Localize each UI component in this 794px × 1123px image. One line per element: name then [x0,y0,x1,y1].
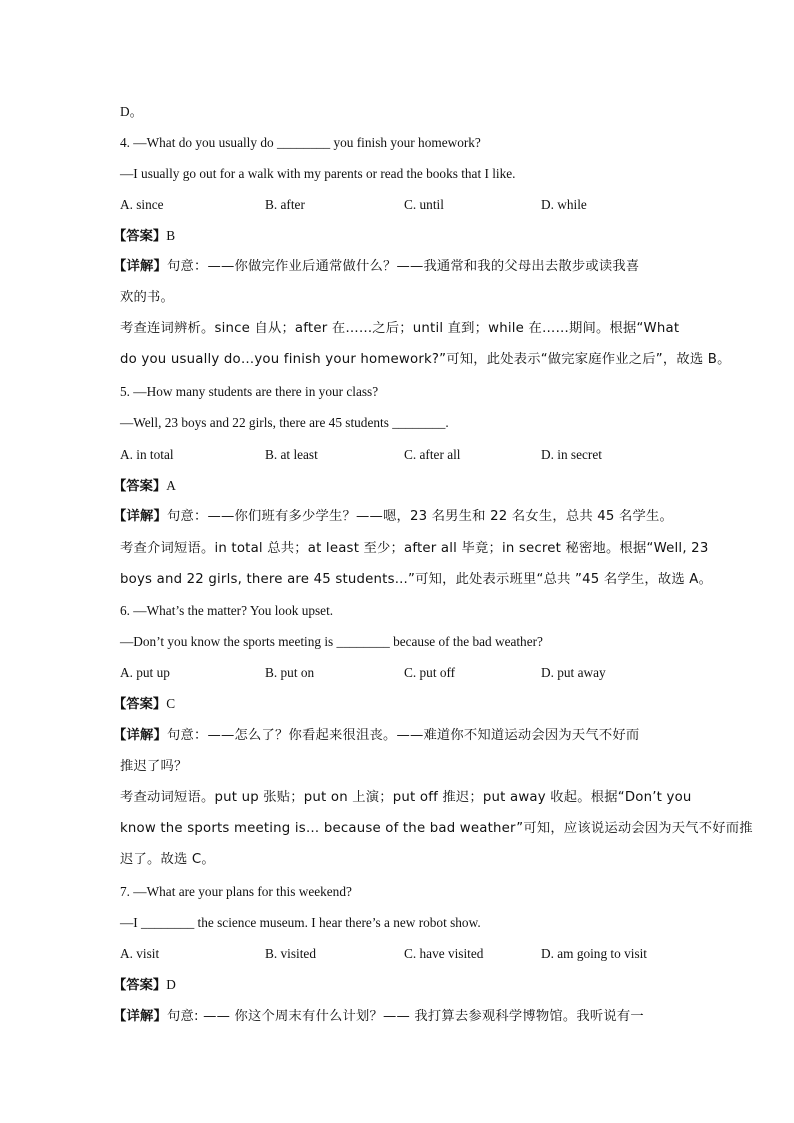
previous-answer-tail: D。 [120,104,143,119]
answer-value: D [166,977,176,992]
q4-detail-2: 欢的书。 [120,290,174,305]
detail-tag: 【详解】 [113,1009,167,1024]
answer-tag: 【答案】 [113,229,167,244]
q4-reply: —I usually go out for a walk with my parents or read the books that I like. [120,166,516,181]
detail-tag: 【详解】 [113,509,167,524]
q7-stem: 7. —What are your plans for this weekend? [120,884,352,899]
q4-option-a: A. since [120,197,164,212]
q6-detail-3: 考查动词短语。put up 张贴；put on 上演；put off 推迟；put away 收起。根据“Don’t you [120,790,692,805]
q5-option-a: A. in total [120,447,174,462]
q4-stem: 4. —What do you usually do ________ you finish your homework? [120,135,481,150]
detail-text: 句意: —— 你这个周末有什么计划？—— 我打算去参观科学博物馆。我听说有一 [167,1009,644,1024]
q6-reply: —Don’t you know the sports meeting is ________ because of the bad weather? [120,634,543,649]
answer-value: C [166,696,176,711]
q6-detail-1 [113,727,683,745]
detail-text: 句意：——怎么了？你看起来很沮丧。——难道你不知道运动会因为天气不好而 [167,728,640,743]
detail-tag: 【详解】 [113,728,167,743]
q4-answer [113,227,683,246]
answer-value: A [166,478,176,493]
q6-answer [113,695,683,714]
answer-tag: 【答案】 [113,479,167,494]
answer-value: B [166,228,176,243]
q5-detail-3: boys and 22 girls, there are 45 students...”可知，此处表示班里“总共 ”45 名学生，故选 A。 [120,572,713,587]
detail-tag: 【详解】 [113,259,167,274]
q5-option-d: D. in secret [541,447,602,462]
answer-tag: 【答案】 [113,978,167,993]
q4-option-d: D. while [541,197,587,212]
q4-detail-1 [113,258,683,276]
q5-detail-2: 考查介词短语。in total 总共；at least 至少；after all 毕竟；in secret 秘密地。根据“Well, 23 [120,541,709,556]
detail-text: 句意：——你们班有多少学生？——嗯，23 名男生和 22 名女生，总共 45 名学生。 [167,509,673,524]
q5-detail-1 [113,508,683,526]
q6-detail-4: know the sports meeting is… because of the bad weather”可知，应该说运动会因为天气不好而推 [120,821,753,836]
q6-option-b: B. put on [265,665,315,680]
q7-detail-1 [113,1008,683,1026]
q4-option-b: B. after [265,197,305,212]
q4-detail-3: 考查连词辨析。since 自从；after 在……之后；until 直到；while 在……期间。根据“What [120,321,680,336]
q7-option-d: D. am going to visit [541,946,648,961]
q6-detail-5: 迟了。故选 C。 [120,852,215,867]
detail-text: 句意：——你做完作业后通常做什么？——我通常和我的父母出去散步或读我喜 [167,259,640,274]
q4-detail-4: do you usually do…you finish your homework?”可知，此处表示“做完家庭作业之后”，故选 B。 [120,352,731,367]
q5-options [120,446,690,464]
q5-stem: 5. —How many students are there in your class? [120,384,379,399]
q7-option-c: C. have visited [404,946,484,961]
q5-reply: —Well, 23 boys and 22 girls, there are 45 students ________. [120,415,449,430]
q6-option-a: A. put up [120,665,170,680]
answer-tag: 【答案】 [113,697,167,712]
q5-option-b: B. at least [265,447,318,462]
q6-stem: 6. —What’s the matter? You look upset. [120,603,334,618]
q7-answer [113,976,683,995]
q5-option-c: C. after all [404,447,461,462]
q7-option-b: B. visited [265,946,316,961]
q7-option-a: A. visit [120,946,160,961]
q6-options [120,664,690,682]
q5-answer [113,477,683,496]
q6-option-c: C. put off [404,665,456,680]
q4-option-c: C. until [404,197,444,212]
q7-options [120,945,690,963]
q7-reply: —I ________ the science museum. I hear there’s a new robot show. [120,915,481,930]
q6-detail-2: 推迟了吗？ [120,759,188,774]
q4-options [120,196,690,214]
q6-option-d: D. put away [541,665,606,680]
